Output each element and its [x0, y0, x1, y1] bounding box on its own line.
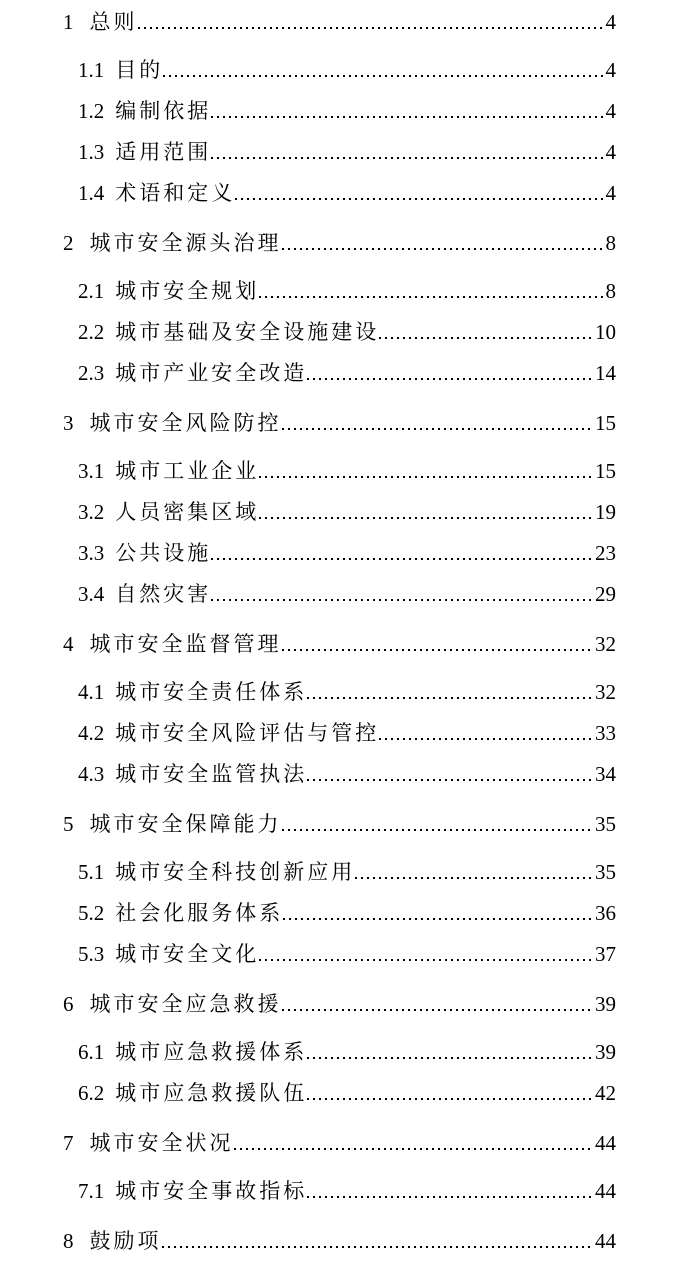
- toc-entry-title: 城市安全风险评估与管控: [115, 721, 380, 745]
- toc-entry-title: 城市安全监管执法: [115, 762, 308, 786]
- toc-entry-number: 8: [63, 1229, 74, 1253]
- dot-leader: [379, 738, 592, 740]
- toc-entry-title: 城市安全责任体系: [115, 680, 308, 704]
- toc-entry-title: 城市安全风险防控: [89, 411, 282, 435]
- toc-entry-number: 5.2: [78, 901, 105, 925]
- toc-entry-page: 15: [595, 411, 616, 435]
- toc-entry-title: 编制依据: [115, 99, 212, 123]
- toc-entry-page: 4: [605, 181, 616, 205]
- toc-entry[interactable]: [63, 624, 616, 665]
- toc-entry-title: 城市安全事故指标: [115, 1179, 308, 1203]
- toc-entry-title: 城市安全文化: [115, 942, 260, 966]
- toc-entry-page: 8: [605, 279, 616, 303]
- toc-entry-page: 32: [595, 680, 616, 704]
- dot-leader: [259, 296, 602, 298]
- toc-entry-number: 1.4: [78, 181, 105, 205]
- toc-entry-page: 35: [595, 860, 616, 884]
- toc-entry-page: 42: [595, 1081, 616, 1105]
- toc-entry-number: 1.2: [78, 99, 105, 123]
- toc: [63, 2, 616, 1262]
- toc-entry-number: 7: [63, 1131, 74, 1155]
- toc-entry[interactable]: [63, 492, 616, 533]
- dot-leader: [355, 877, 592, 879]
- toc-entry-page: 34: [595, 762, 616, 786]
- toc-entry-number: 1.3: [78, 140, 105, 164]
- dot-leader: [163, 75, 602, 77]
- toc-entry-number: 4.2: [78, 721, 105, 745]
- toc-entry-page: 15: [595, 459, 616, 483]
- toc-entry-title: 城市安全应急救援: [89, 992, 282, 1016]
- toc-entry[interactable]: [63, 2, 616, 43]
- toc-entry-page: 23: [595, 541, 616, 565]
- toc-entry-number: 7.1: [78, 1179, 105, 1203]
- toc-entry-title: 城市安全状况: [89, 1131, 234, 1155]
- dot-leader: [162, 1246, 593, 1248]
- dot-leader: [282, 1009, 593, 1011]
- toc-entry[interactable]: [63, 852, 616, 893]
- toc-entry[interactable]: [63, 173, 616, 214]
- toc-entry[interactable]: [63, 271, 616, 312]
- toc-entry[interactable]: [63, 754, 616, 795]
- dot-leader: [211, 157, 602, 159]
- toc-entry[interactable]: [63, 312, 616, 353]
- toc-entry[interactable]: [63, 223, 616, 264]
- toc-entry[interactable]: [63, 934, 616, 975]
- dot-leader: [211, 599, 592, 601]
- toc-entry-number: 3.3: [78, 541, 105, 565]
- dot-leader: [138, 27, 603, 29]
- dot-leader: [282, 248, 603, 250]
- toc-entry[interactable]: [63, 353, 616, 394]
- dot-leader: [235, 198, 602, 200]
- dot-leader: [259, 517, 592, 519]
- dot-leader: [259, 476, 592, 478]
- dot-leader: [307, 378, 592, 380]
- dot-leader: [282, 649, 593, 651]
- dot-leader: [307, 1098, 592, 1100]
- toc-entry[interactable]: [63, 132, 616, 173]
- dot-leader: [211, 558, 592, 560]
- toc-entry[interactable]: [63, 50, 616, 91]
- toc-entry-title: 城市安全保障能力: [89, 812, 282, 836]
- toc-entry-page: 44: [595, 1179, 616, 1203]
- toc-entry-number: 2.2: [78, 320, 105, 344]
- toc-entry[interactable]: [63, 1171, 616, 1212]
- toc-entry-page: 8: [605, 231, 616, 255]
- toc-entry-page: 35: [595, 812, 616, 836]
- toc-entry-title: 适用范围: [115, 140, 212, 164]
- toc-entry-page: 32: [595, 632, 616, 656]
- toc-entry-number: 5.3: [78, 942, 105, 966]
- toc-entry-number: 4.3: [78, 762, 105, 786]
- toc-entry-page: 19: [595, 500, 616, 524]
- toc-entry-number: 3.4: [78, 582, 105, 606]
- toc-entry-page: 4: [605, 140, 616, 164]
- toc-entry-title: 目的: [115, 58, 164, 82]
- toc-entry-page: 33: [595, 721, 616, 745]
- toc-entry-title: 总则: [89, 10, 138, 34]
- toc-entry-title: 城市工业企业: [115, 459, 260, 483]
- toc-entry[interactable]: [63, 574, 616, 615]
- toc-entry-number: 6: [63, 992, 74, 1016]
- toc-entry-page: 14: [595, 361, 616, 385]
- toc-entry-title: 社会化服务体系: [115, 901, 284, 925]
- dot-leader: [234, 1148, 593, 1150]
- toc-entry-page: 37: [595, 942, 616, 966]
- toc-entry[interactable]: [63, 804, 616, 845]
- toc-entry-number: 3: [63, 411, 74, 435]
- toc-entry-number: 1.1: [78, 58, 105, 82]
- toc-entry-title: 鼓励项: [89, 1229, 162, 1253]
- toc-entry-number: 4.1: [78, 680, 105, 704]
- toc-entry-number: 3.1: [78, 459, 105, 483]
- dot-leader: [282, 829, 593, 831]
- toc-entry[interactable]: [63, 893, 616, 934]
- toc-entry-page: 4: [605, 58, 616, 82]
- dot-leader: [211, 116, 602, 118]
- toc-entry-title: 城市产业安全改造: [115, 361, 308, 385]
- toc-entry[interactable]: [63, 403, 616, 444]
- dot-leader: [307, 697, 592, 699]
- toc-entry-title: 公共设施: [115, 541, 212, 565]
- toc-entry[interactable]: [63, 1221, 616, 1262]
- toc-entry[interactable]: [63, 672, 616, 713]
- toc-entry-number: 2.1: [78, 279, 105, 303]
- toc-entry[interactable]: [63, 533, 616, 574]
- toc-entry-page: 39: [595, 992, 616, 1016]
- dot-leader: [307, 779, 592, 781]
- dot-leader: [307, 1196, 592, 1198]
- toc-entry-title: 城市应急救援队伍: [115, 1081, 308, 1105]
- toc-entry-number: 5.1: [78, 860, 105, 884]
- toc-entry-title: 城市安全源头治理: [89, 231, 282, 255]
- toc-entry-page: 44: [595, 1131, 616, 1155]
- toc-entry[interactable]: [63, 91, 616, 132]
- toc-entry-number: 4: [63, 632, 74, 656]
- toc-entry-page: 36: [595, 901, 616, 925]
- toc-entry-number: 1: [63, 10, 74, 34]
- toc-entry-number: 3.2: [78, 500, 105, 524]
- toc-entry-number: 6.2: [78, 1081, 105, 1105]
- toc-entry-page: 29: [595, 582, 616, 606]
- toc-entry-title: 术语和定义: [115, 181, 236, 205]
- toc-entry-title: 城市应急救援体系: [115, 1040, 308, 1064]
- toc-entry-title: 自然灾害: [115, 582, 212, 606]
- dot-leader: [282, 428, 593, 430]
- toc-entry[interactable]: [63, 1123, 616, 1164]
- dot-leader: [259, 959, 592, 961]
- toc-entry[interactable]: [63, 1032, 616, 1073]
- toc-entry[interactable]: [63, 713, 616, 754]
- toc-entry-page: 44: [595, 1229, 616, 1253]
- toc-entry-title: 城市安全科技创新应用: [115, 860, 356, 884]
- toc-entry-title: 城市安全监督管理: [89, 632, 282, 656]
- toc-entry-number: 2.3: [78, 361, 105, 385]
- toc-entry-title: 城市安全规划: [115, 279, 260, 303]
- toc-entry-number: 5: [63, 812, 74, 836]
- toc-entry[interactable]: [63, 984, 616, 1025]
- toc-entry[interactable]: [63, 451, 616, 492]
- dot-leader: [379, 337, 592, 339]
- dot-leader: [283, 918, 592, 920]
- toc-entry-number: 2: [63, 231, 74, 255]
- dot-leader: [307, 1057, 592, 1059]
- toc-entry-page: 4: [605, 10, 616, 34]
- toc-entry-page: 39: [595, 1040, 616, 1064]
- toc-entry[interactable]: [63, 1073, 616, 1114]
- toc-entry-number: 6.1: [78, 1040, 105, 1064]
- toc-entry-page: 10: [595, 320, 616, 344]
- toc-entry-title: 人员密集区域: [115, 500, 260, 524]
- toc-entry-page: 4: [605, 99, 616, 123]
- toc-entry-title: 城市基础及安全设施建设: [115, 320, 380, 344]
